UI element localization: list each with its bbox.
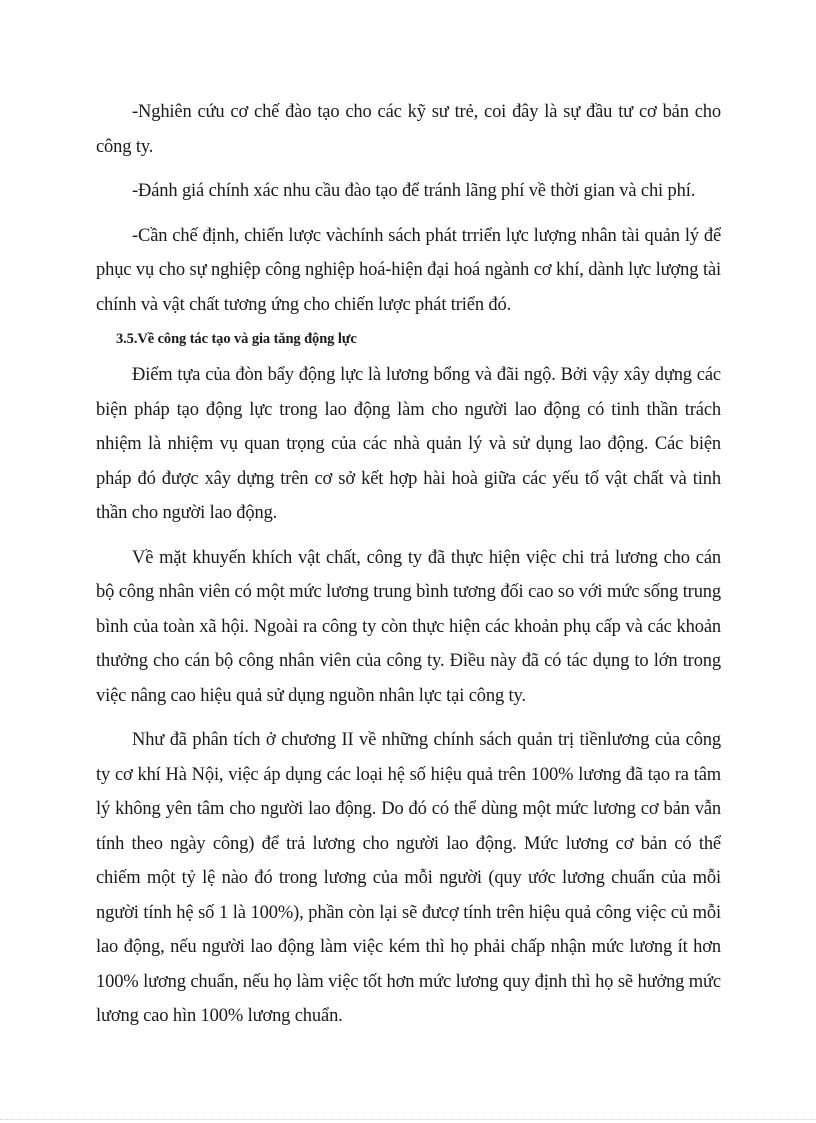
paragraph-motivation-leverage: Điểm tựa của đòn bẩy động lực là lương bổng và đãi ngộ. Bởi vậy xây dựng các biện pháp tạo động lực trong lao động làm cho người lao động có tinh thần trách nhiệm là nhiệm vụ quan trọng của các nhà quản lý và sử dụng lao động. Các biện pháp đó được xây dựng trên cơ sở kết hợp hài hoà giữa các yếu tố vật chất và tinh thần cho người lao động. — [96, 365, 721, 523]
document-body — [96, 95, 721, 1034]
paragraph-salary-policy: Như đã phân tích ở chương II về những chính sách quản trị tiềnlương của công ty cơ khí Hà Nội, việc áp dụng các loại hệ số hiệu quả trên 100% lương đã tạo ra tâm lý không yên tâm cho người lao động. Do đó có thể dùng một mức lương cơ bản vẫn tính theo ngày công) để trả lương cho người lao động. Mức lương cơ bản có thể chiếm một tỷ lệ nào đó trong lương của mỗi người (quy ước lương chuẩn của mỗi người tính hệ số 1 là 100%), phần còn lại sẽ đưcợ tính trên hiệu quả công việc củ mỗi lao động, nếu người lao động làm việc kém thì họ phải chấp nhận mức lương ít hơn 100% lương chuẩn, nếu họ làm việc tốt hơn mức lương quy định thì họ sẽ hưởng mức lương cao hìn 100% lương chuẩn. — [96, 730, 721, 1026]
paragraph-training-needs-assessment: -Đánh giá chính xác nhu cầu đào tạo để tránh lãng phí về thời gian và chi phí. — [132, 181, 696, 201]
section-heading: 3.5.Về công tác tạo và gia tăng động lực — [116, 331, 357, 347]
paragraph-material-incentives: Về mặt khuyến khích vật chất, công ty đã thực hiện việc chi trả lương cho cán bộ công nhân viên có một mức lương trung bình tương đối cao so với mức sống trung bình của toàn xã hội. Ngoài ra công ty còn thực hiện các khoản phụ cấp và các khoản thưởng cho cán bộ công nhân viên của công ty. Điều này đã có tác dụng to lớn trong việc nâng cao hiệu quả sử dụng nguồn nhân lực tại công ty. — [96, 547, 721, 706]
paragraph-talent-strategy: -Cần chế định, chiến lược vàchính sách phát trriển lực lượng nhân tài quản lý để phục vụ cho sự nghiệp công nghiệp hoá-hiện đại hoá ngành cơ khí, dành lực lượng tài chính và vật chất tương ứng cho chiến lược phát triển đó. — [96, 225, 721, 315]
page-bottom-divider — [0, 1119, 816, 1120]
paragraph-training-young-engineers: -Nghiên cứu cơ chế đào tạo cho các kỹ sư trẻ, coi đây là sự đầu tư cơ bản cho công ty. — [96, 102, 721, 157]
